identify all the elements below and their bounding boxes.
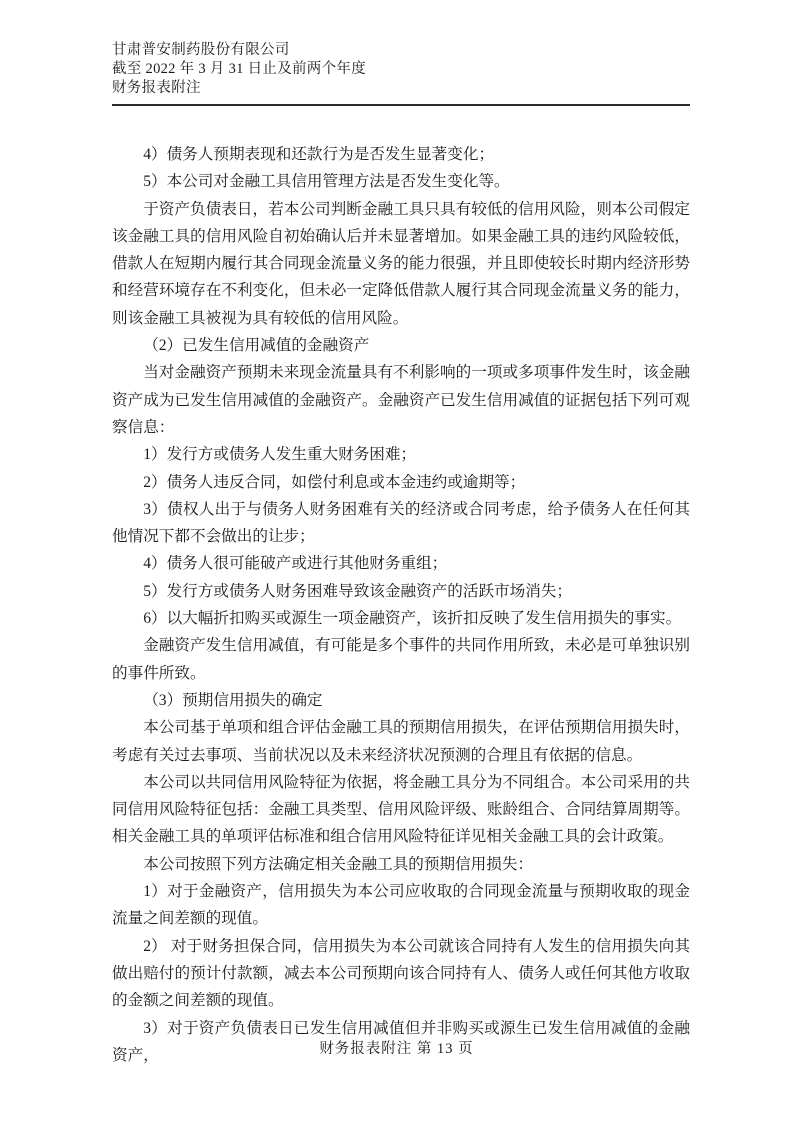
document-header [112,41,690,98]
doc-title: 财务报表附注 [112,80,201,96]
paragraph: 6）以大幅折扣购买或源生一项金融资产，该折扣反映了发生信用损失的事实。 [143,610,682,628]
paragraph: 3）对于资产负债表日已发生信用减值但并非购买或源生已发生信用减值的金融资产， [112,1019,690,1064]
paragraph: 2）债务人违反合同，如偿付利息或本金违约或逾期等； [143,473,526,491]
paragraph: 2） 对于财务担保合同，信用损失为本公司就该合同持有人发生的信用损失向其做出赔付的预计付款额，减去本公司预期向该合同持有人、债务人或任何其他方收取的金额之间差额的现值。 [112,937,690,1010]
report-period: 截至 2022 年 3 月 31 日止及前两个年度 [112,61,366,77]
paragraph: 4）债务人很可能破产或进行其他财务重组； [143,555,448,573]
paragraph: 于资产负债表日，若本公司判断金融工具只具有较低的信用风险，则本公司假定该金融工具的信用风险自初始确认后并未显著增加。如果金融工具的违约风险较低，借款人在短期内履行其合同现金流量义务的能力很强，并且即使较长时期内经济形势和经营环境存在不利变化，但未必一定降低借款人履行其合同现金流量义务的能力，则该金融工具被视为具有较低的信用风险。 [112,200,690,327]
paragraph: 3）债权人出于与债务人财务困难有关的经济或合同考虑，给予债务人在任何其他情况下都不会做出的让步； [112,500,690,546]
paragraph: 本公司基于单项和组合评估金融工具的预期信用损失，在评估预期信用损失时，考虑有关过去事项、当前状况以及未来经济状况预测的合理且有依据的信息。 [112,719,690,764]
page-number-label: 财务报表附注 第 13 页 [319,1041,474,1057]
paragraph: 本公司按照下列方法确定相关金融工具的预期信用损失： [143,855,534,873]
paragraph: 金融资产发生信用减值，有可能是多个事件的共同作用所致，未必是可单独识别的事件所致。 [112,637,690,682]
paragraph: 5）本公司对金融工具信用管理方法是否发生变化等。 [143,173,510,191]
paragraph: （2）已发生信用减值的金融资产 [143,337,370,355]
paragraph: 本公司以共同信用风险特征为依据，将金融工具分为不同组合。本公司采用的共同信用风险特征包括：金融工具类型、信用风险评级、账龄组合、合同结算周期等。相关金融工具的单项评估标准和组合信用风险特征详见相关金融工具的会计政策。 [112,773,690,846]
page-footer [0,1040,793,1059]
document-body [112,141,690,1069]
paragraph: 4）债务人预期表现和还款行为是否发生显著变化； [143,146,495,163]
paragraph: 1）对于金融资产，信用损失为本公司应收取的合同现金流量与预期收取的现金流量之间差额的现值。 [112,883,690,928]
paragraph: 5）发行方或债务人财务困难导致该金融资产的活跃市场消失； [143,582,573,600]
paragraph: 当对金融资产预期未来现金流量具有不利影响的一项或多项事件发生时，该金融资产成为已发生信用减值的金融资产。金融资产已发生信用减值的证据包括下列可观察信息： [112,364,690,436]
company-name: 甘肃普安制药股份有限公司 [112,42,290,58]
header-rule [112,104,690,106]
paragraph: （3）预期信用损失的确定 [143,691,323,709]
paragraph: 1）发行方或债务人发生重大财务困难； [143,446,417,464]
